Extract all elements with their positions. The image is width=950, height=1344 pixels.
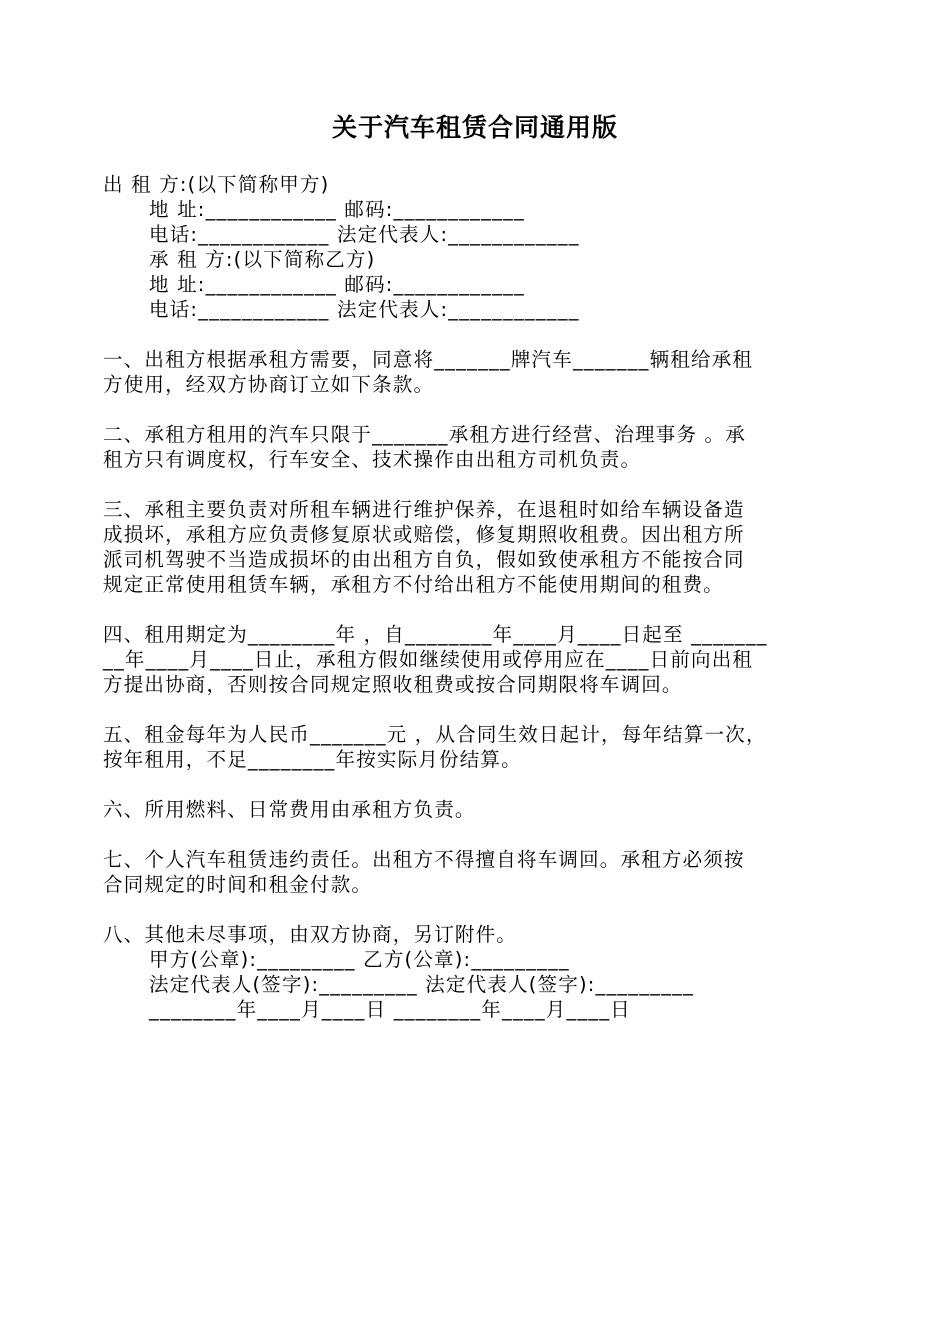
lessee-address-line: 地 址:____________ 邮码:____________ bbox=[149, 273, 525, 296]
clause-line: 方提出协商，否则按合同规定照收租费或按合同期限将车调回。 bbox=[103, 673, 683, 696]
clause-line: __年____月____日止，承租方假如继续使用或停用应在____日前向出租 bbox=[103, 648, 754, 671]
clause-2 bbox=[103, 422, 863, 472]
clause-1 bbox=[103, 347, 863, 397]
clause-7 bbox=[103, 847, 863, 897]
clause-line: 八、其他未尽事项，由双方协商，另订附件。 bbox=[103, 923, 518, 946]
signature-dates-line: ________年____月____日 ________年____月____日 bbox=[149, 998, 631, 1021]
clause-line: 租方只有调度权，行车安全、技术操作由出租方司机负责。 bbox=[103, 448, 642, 471]
clause-4 bbox=[103, 622, 863, 697]
lessee-phone-line: 电话:____________ 法定代表人:____________ bbox=[149, 298, 580, 321]
clause-line: 成损坏，承租方应负责修复原状或赔偿，修复期照收租费。因出租方所 bbox=[103, 523, 745, 546]
clause-line: 按年租用，不足________年按实际月份结算。 bbox=[103, 748, 522, 771]
clause-line: 二、承租方租用的汽车只限于_______承租方进行经营、治理事务 。承 bbox=[103, 423, 746, 446]
clause-8 bbox=[103, 922, 863, 1022]
clause-line: 合同规定的时间和租金付款。 bbox=[103, 873, 373, 896]
clause-line: 规定正常使用租赁车辆，承租方不付给出租方不能使用期间的租费。 bbox=[103, 573, 725, 596]
clause-line: 六、所用燃料、日常费用由承租方负责。 bbox=[103, 798, 476, 821]
clause-line: 一、出租方根据承租方需要，同意将_______牌汽车_______辆租给承租 bbox=[103, 348, 754, 371]
document-body bbox=[103, 172, 863, 1022]
lessor-address-line: 地 址:____________ 邮码:____________ bbox=[149, 198, 525, 221]
clause-line: 五、租金每年为人民币_______元 ，从合同生效日起计，每年结算一次， bbox=[103, 723, 767, 746]
lessor-phone-line: 电话:____________ 法定代表人:____________ bbox=[149, 223, 580, 246]
clause-line: 七、个人汽车租赁违约责任。出租方不得擅自将车调回。承租方必须按 bbox=[103, 848, 745, 871]
clause-line: 方使用，经双方协商订立如下条款。 bbox=[103, 373, 435, 396]
clause-5 bbox=[103, 722, 863, 772]
lessor-line: 出 租 方:(以下简称甲方) bbox=[103, 173, 330, 196]
clause-3 bbox=[103, 497, 863, 597]
clause-line: 四、租用期定为________年 ，自________年____月____日起至 _______ bbox=[103, 623, 768, 646]
clause-line: 三、承租主要负责对所租车辆进行维护保养，在退租时如给车辆设备造 bbox=[103, 498, 745, 521]
clause-6 bbox=[103, 797, 863, 822]
signature-seals-line: 甲方(公章):_________ 乙方(公章):_________ bbox=[149, 948, 570, 971]
signature-representatives-line: 法定代表人(签字):_________ 法定代表人(签字):_________ bbox=[149, 973, 695, 996]
lessee-line: 承 租 方:(以下简称乙方) bbox=[149, 248, 376, 271]
clause-line: 派司机驾驶不当造成损坏的由出租方自负，假如致使承租方不能按合同 bbox=[103, 548, 745, 571]
document-title: 关于汽车租赁合同通用版 bbox=[331, 113, 618, 142]
